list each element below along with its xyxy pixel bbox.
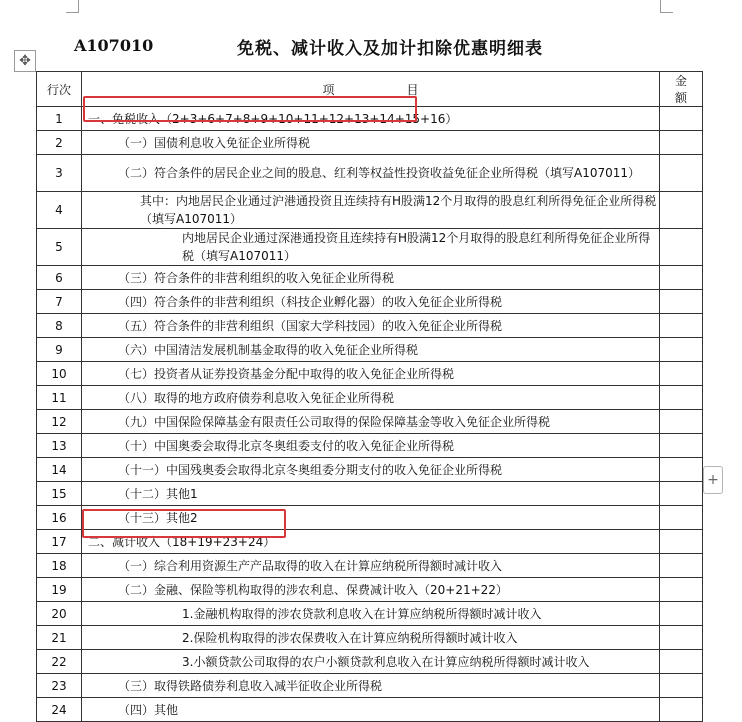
table-row bbox=[37, 266, 703, 290]
row-amount-cell[interactable] bbox=[660, 290, 703, 314]
row-amount-cell[interactable] bbox=[660, 192, 703, 229]
row-amount-cell[interactable] bbox=[660, 554, 703, 578]
table-row bbox=[37, 674, 703, 698]
row-item[interactable]: （九）中国保险保障基金有限责任公司取得的保险保障基金等收入免征企业所得税 bbox=[82, 410, 660, 434]
row-number: 5 bbox=[37, 229, 82, 266]
row-amount-cell[interactable] bbox=[660, 650, 703, 674]
row-amount-cell[interactable] bbox=[660, 107, 703, 131]
row-item[interactable]: （三）取得铁路债券利息收入减半征收企业所得税 bbox=[82, 674, 660, 698]
row-item[interactable]: （一）国债利息收入免征企业所得税 bbox=[82, 131, 660, 155]
row-item[interactable]: 3.小额贷款公司取得的农户小额贷款利息收入在计算应纳税所得额时减计收入 bbox=[82, 650, 660, 674]
add-row-icon[interactable]: + bbox=[703, 466, 723, 494]
row-item[interactable]: 其中：内地居民企业通过沪港通投资且连续持有H股满12个月取得的股息红利所得免征企业所得税（填写A107011） bbox=[82, 192, 660, 229]
header-item: 项 目 bbox=[82, 72, 660, 107]
table-row bbox=[37, 192, 703, 229]
row-item[interactable]: 1.金融机构取得的涉农贷款利息收入在计算应纳税所得额时减计收入 bbox=[82, 602, 660, 626]
row-amount-cell[interactable] bbox=[660, 410, 703, 434]
table-row bbox=[37, 626, 703, 650]
row-number: 17 bbox=[37, 530, 82, 554]
row-amount-cell[interactable] bbox=[660, 338, 703, 362]
table-header-row bbox=[37, 72, 703, 107]
row-amount-cell[interactable] bbox=[660, 266, 703, 290]
document-title: 免税、减计收入及加计扣除优惠明细表 bbox=[237, 39, 543, 59]
row-amount-cell[interactable] bbox=[660, 578, 703, 602]
row-item[interactable]: （八）取得的地方政府债券利息收入免征企业所得税 bbox=[82, 386, 660, 410]
row-number: 10 bbox=[37, 362, 82, 386]
row-item[interactable]: （三）符合条件的非营利组织的收入免征企业所得税 bbox=[82, 266, 660, 290]
row-item[interactable]: （四）其他 bbox=[82, 698, 660, 722]
row-amount-cell[interactable] bbox=[660, 362, 703, 386]
row-amount-cell[interactable] bbox=[660, 434, 703, 458]
table-row bbox=[37, 229, 703, 266]
row-number: 7 bbox=[37, 290, 82, 314]
row-item[interactable]: （十二）其他1 bbox=[82, 482, 660, 506]
table-row bbox=[37, 290, 703, 314]
row-item[interactable]: （十三）其他2 bbox=[82, 506, 660, 530]
table-row bbox=[37, 602, 703, 626]
row-item[interactable]: （四）符合条件的非营利组织（科技企业孵化器）的收入免征企业所得税 bbox=[82, 290, 660, 314]
row-item[interactable]: （一）综合利用资源生产产品取得的收入在计算应纳税所得额时减计收入 bbox=[82, 554, 660, 578]
row-amount-cell[interactable] bbox=[660, 131, 703, 155]
row-number: 8 bbox=[37, 314, 82, 338]
row-item[interactable]: （二）金融、保险等机构取得的涉农利息、保费减计收入（20+21+22） bbox=[82, 578, 660, 602]
row-item[interactable]: 2.保险机构取得的涉农保费收入在计算应纳税所得额时减计收入 bbox=[82, 626, 660, 650]
row-item[interactable]: （五）符合条件的非营利组织（国家大学科技园）的收入免征企业所得税 bbox=[82, 314, 660, 338]
row-amount-cell[interactable] bbox=[660, 314, 703, 338]
row-item[interactable]: （十）中国奥委会取得北京冬奥组委支付的收入免征企业所得税 bbox=[82, 434, 660, 458]
row-number: 16 bbox=[37, 506, 82, 530]
table-row bbox=[37, 530, 703, 554]
form-code: A107010 bbox=[74, 36, 154, 55]
row-number: 9 bbox=[37, 338, 82, 362]
preference-detail-table bbox=[36, 71, 712, 722]
table-row bbox=[37, 578, 703, 602]
page-corner-mark-right bbox=[660, 0, 673, 13]
table-row bbox=[37, 434, 703, 458]
row-number: 23 bbox=[37, 674, 82, 698]
table-row bbox=[37, 650, 703, 674]
row-amount-cell[interactable] bbox=[660, 386, 703, 410]
row-number: 18 bbox=[37, 554, 82, 578]
row-item[interactable]: （七）投资者从证券投资基金分配中取得的收入免征企业所得税 bbox=[82, 362, 660, 386]
table-row bbox=[37, 314, 703, 338]
row-amount-cell[interactable] bbox=[660, 698, 703, 722]
row-item[interactable]: 一、免税收入（2+3+6+7+8+9+10+11+12+13+14+15+16） bbox=[82, 107, 660, 131]
row-amount-cell[interactable] bbox=[660, 506, 703, 530]
row-number: 1 bbox=[37, 107, 82, 131]
row-number: 22 bbox=[37, 650, 82, 674]
row-amount-cell[interactable] bbox=[660, 482, 703, 506]
table-row bbox=[37, 338, 703, 362]
row-number: 6 bbox=[37, 266, 82, 290]
table-move-handle-icon[interactable]: ✥ bbox=[14, 50, 36, 72]
table-row bbox=[37, 458, 703, 482]
table-row bbox=[37, 698, 703, 722]
table-row bbox=[37, 131, 703, 155]
row-item[interactable]: 二、减计收入（18+19+23+24） bbox=[82, 530, 660, 554]
row-number: 11 bbox=[37, 386, 82, 410]
row-amount-cell[interactable] bbox=[660, 674, 703, 698]
table-row bbox=[37, 482, 703, 506]
row-item[interactable]: （二）符合条件的居民企业之间的股息、红利等权益性投资收益免征企业所得税（填写A107011） bbox=[82, 155, 660, 192]
row-number: 2 bbox=[37, 131, 82, 155]
row-item[interactable]: （十一）中国残奥委会取得北京冬奥组委分期支付的收入免征企业所得税 bbox=[82, 458, 660, 482]
header-amount: 金 额 bbox=[660, 72, 703, 107]
row-number: 13 bbox=[37, 434, 82, 458]
row-amount-cell[interactable] bbox=[660, 458, 703, 482]
row-amount-cell[interactable] bbox=[660, 626, 703, 650]
row-amount-cell[interactable] bbox=[660, 602, 703, 626]
row-number: 21 bbox=[37, 626, 82, 650]
table-row bbox=[37, 362, 703, 386]
row-amount-cell[interactable] bbox=[660, 530, 703, 554]
row-number: 15 bbox=[37, 482, 82, 506]
row-number: 19 bbox=[37, 578, 82, 602]
table-row bbox=[37, 386, 703, 410]
row-amount-cell[interactable] bbox=[660, 229, 703, 266]
page-corner-mark-left bbox=[66, 0, 79, 13]
row-number: 12 bbox=[37, 410, 82, 434]
row-number: 4 bbox=[37, 192, 82, 229]
row-number: 20 bbox=[37, 602, 82, 626]
row-amount-cell[interactable] bbox=[660, 155, 703, 192]
header-row-number: 行次 bbox=[37, 72, 82, 107]
table-row bbox=[37, 155, 703, 192]
table-row bbox=[37, 410, 703, 434]
table-row bbox=[37, 107, 703, 131]
row-item[interactable]: （六）中国清洁发展机制基金取得的收入免征企业所得税 bbox=[82, 338, 660, 362]
table-row bbox=[37, 554, 703, 578]
table-row bbox=[37, 506, 703, 530]
row-number: 3 bbox=[37, 155, 82, 192]
row-item[interactable]: 内地居民企业通过深港通投资且连续持有H股满12个月取得的股息红利所得免征企业所得税（填写A107011） bbox=[82, 229, 660, 266]
row-number: 14 bbox=[37, 458, 82, 482]
row-number: 24 bbox=[37, 698, 82, 722]
